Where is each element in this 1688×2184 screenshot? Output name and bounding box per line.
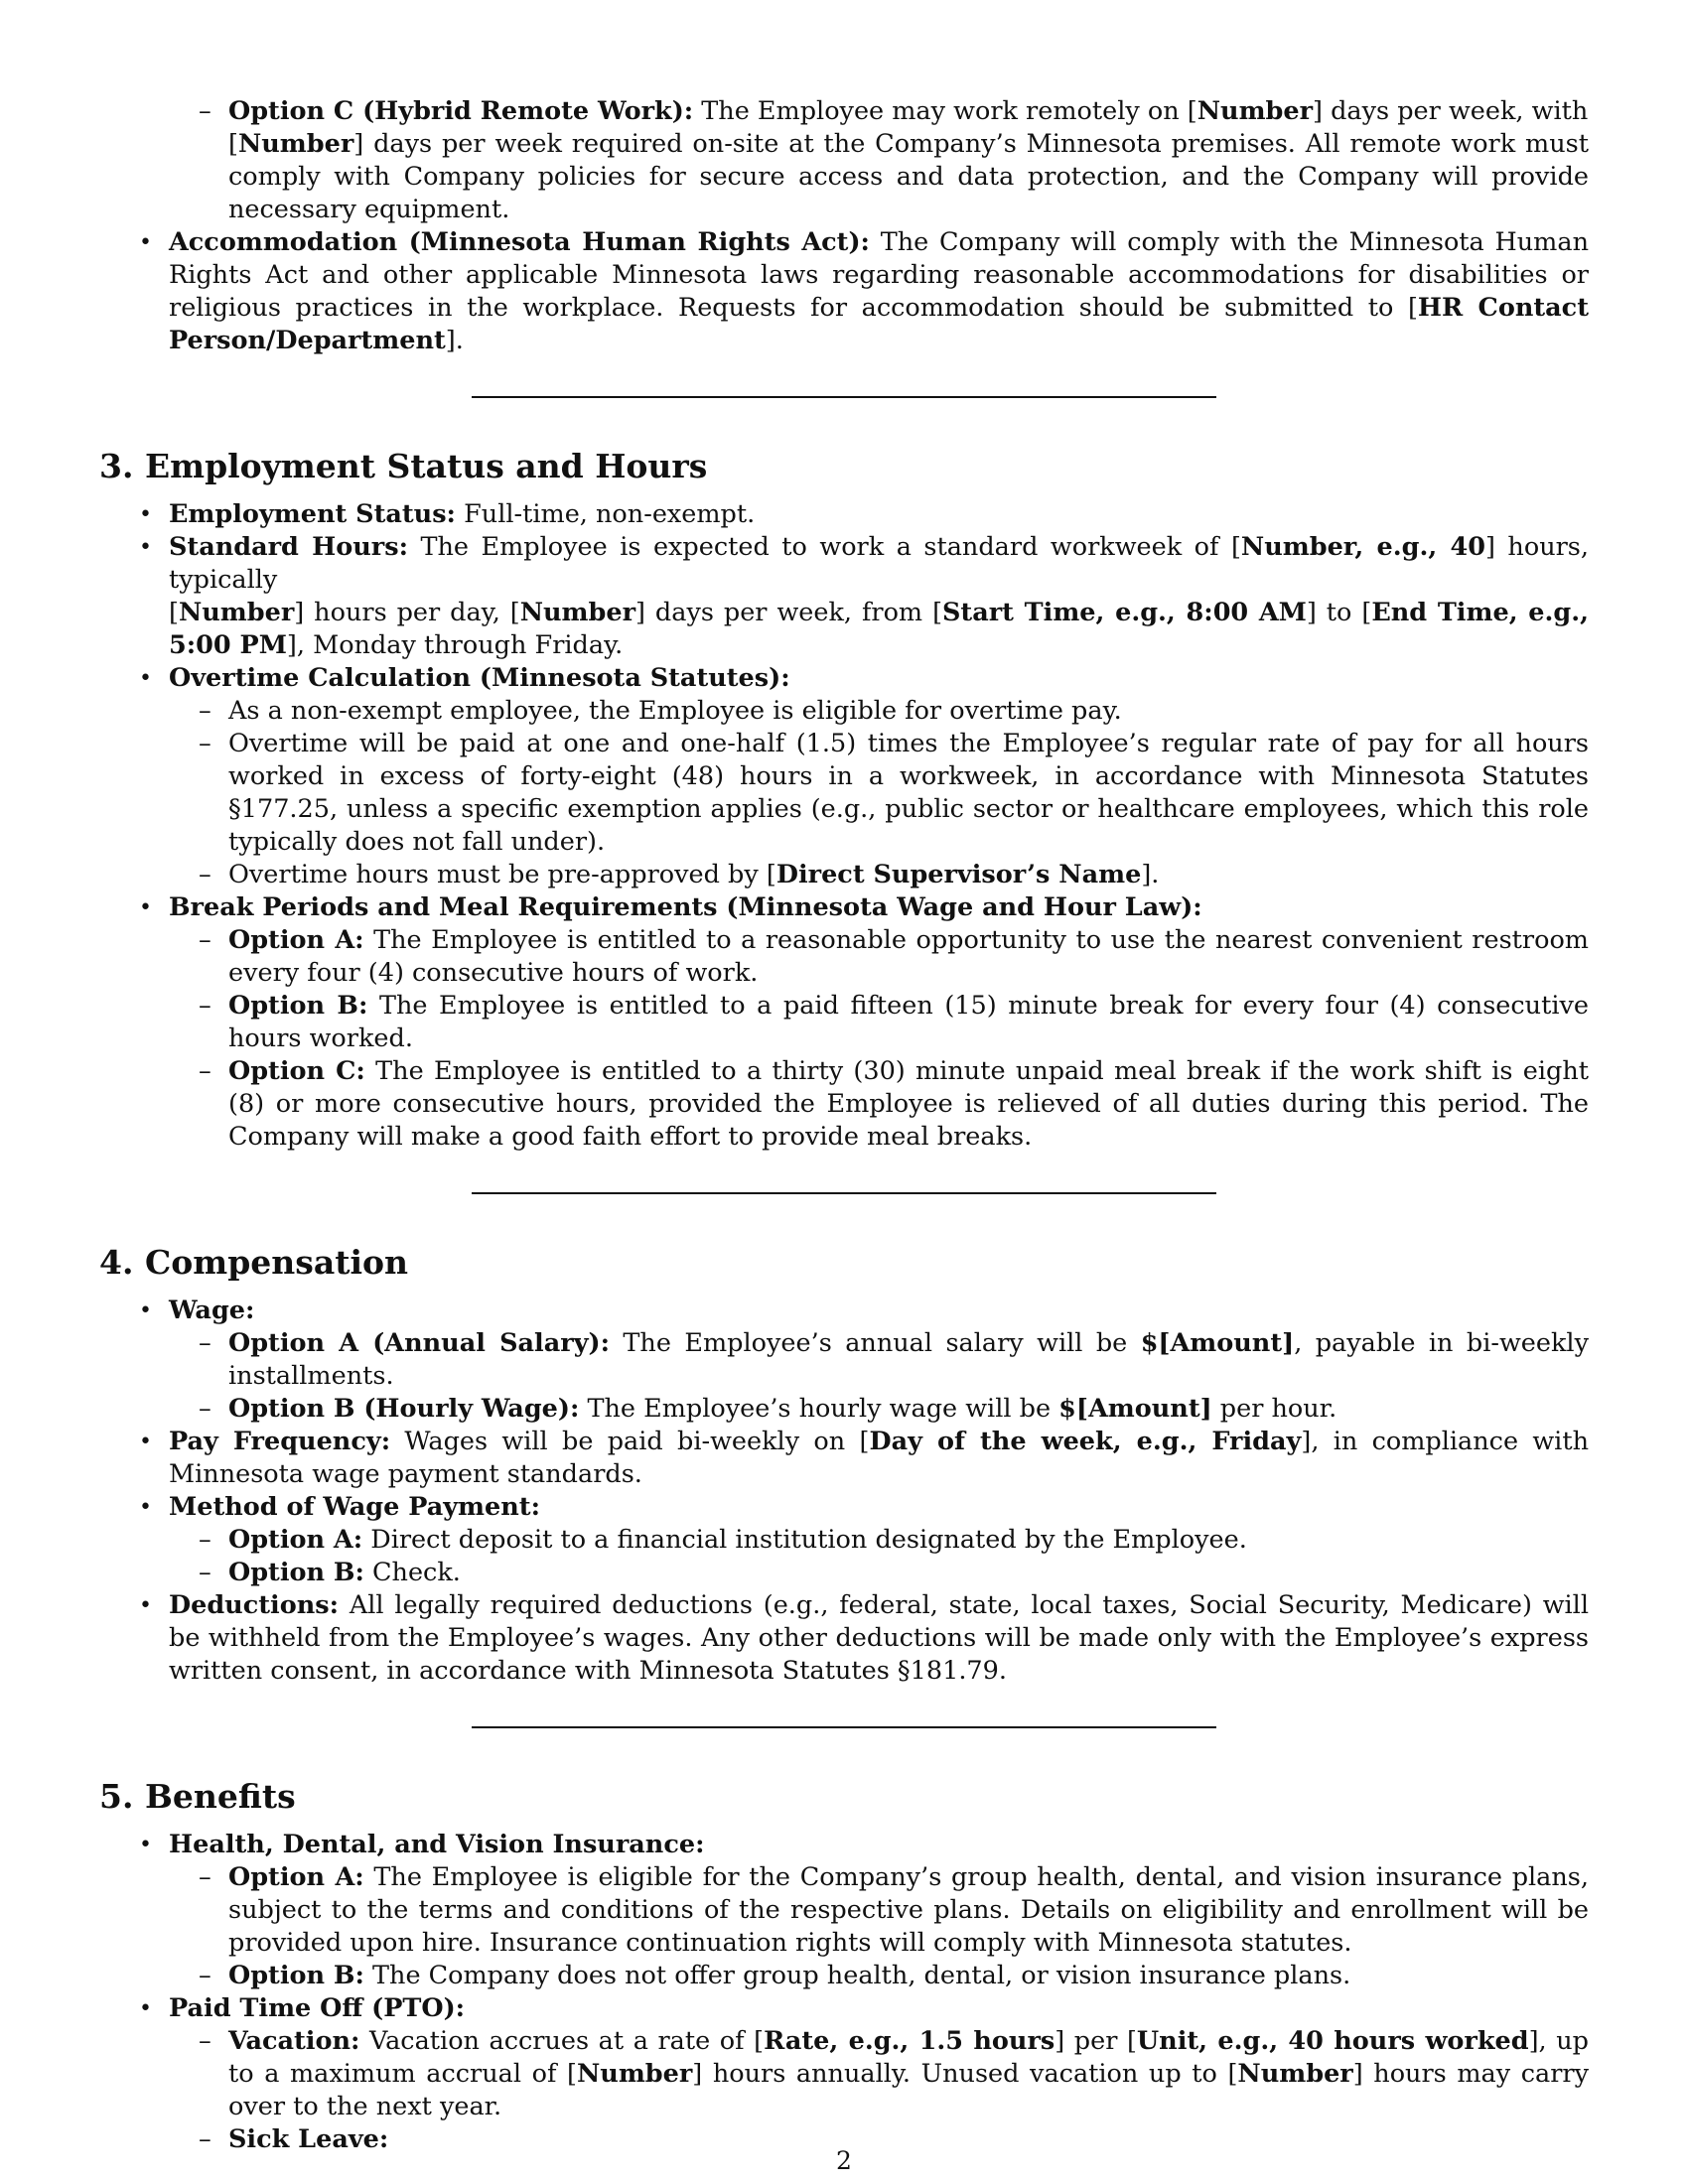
- dash-marker: –: [199, 2124, 211, 2154]
- dash-marker: –: [199, 1056, 211, 1086]
- dash-marker: –: [199, 1328, 211, 1358]
- bullet-marker: •: [139, 1430, 152, 1454]
- break-option-a: – Option A: The Employee is entitled to a reasonable opportunity to use the nearest convenient restroom every four (4) consecutive hours of work.: [199, 925, 1589, 988]
- accommodation-item: • Accommodation (Minnesota Human Rights Act): The Company will comply with the Minnesota Human Rights Act and other applicable Minnesota laws regarding reasonable accommodations for disabilities or religious practices in the workplace. Requests for accommodation should be submitted to [HR Contact Person/Department].: [139, 227, 1589, 355]
- dash-marker: –: [199, 696, 211, 726]
- dash-marker: –: [199, 1961, 211, 1990]
- dash-marker: –: [199, 991, 211, 1021]
- bullet-marker: •: [139, 1298, 152, 1323]
- dash-marker: –: [199, 2026, 211, 2056]
- pay-frequency-item: • Pay Frequency: Wages will be paid bi-weekly on [Day of the week, e.g., Friday], in compliance with Minnesota wage payment standards.: [139, 1427, 1589, 1489]
- employment-status-item: • Employment Status: Full-time, non-exempt.: [139, 499, 756, 529]
- section-5-heading: 5. Benefits: [99, 1777, 296, 1816]
- payment-option-b: – Option B: Check.: [199, 1558, 461, 1587]
- bullet-marker: •: [139, 535, 152, 560]
- insurance-option-a: – Option A: The Employee is eligible for the Company’s group health, dental, and vision insurance plans, subject to the terms and conditions of the respective plans. Details on eligibility and enrollment will be provided upon hire. Insurance continuation rights will comply with Minnesota statutes.: [199, 1862, 1589, 1958]
- dash-marker: –: [199, 1525, 211, 1555]
- bullet-marker: •: [139, 1996, 152, 2021]
- section-3-heading: 3. Employment Status and Hours: [99, 447, 708, 485]
- bullet-marker: •: [139, 230, 152, 255]
- bullet-marker: •: [139, 1593, 152, 1618]
- bullet-marker: •: [139, 1833, 152, 1857]
- insurance-option-b: – Option B: The Company does not offer group health, dental, or vision insurance plans.: [199, 1961, 1351, 1990]
- page-number: 2: [836, 2146, 852, 2175]
- payment-method-item: • Method of Wage Payment:: [139, 1492, 540, 1522]
- insurance-item: • Health, Dental, and Vision Insurance:: [139, 1830, 705, 1859]
- vacation-item: – Vacation: Vacation accrues at a rate of [Rate, e.g., 1.5 hours] per [Unit, e.g., 40 hours worked], up to a maximum accrual of [Number] hours annually. Unused vacation up to [Number] hours may carry over to the next year.: [199, 2026, 1590, 2121]
- dash-marker: –: [199, 1862, 211, 1892]
- break-option-b: – Option B: The Employee is entitled to a paid fifteen (15) minute break for every four (4) consecutive hours worked.: [199, 991, 1589, 1053]
- pto-item: • Paid Time Off (PTO):: [139, 1993, 466, 2023]
- break-periods-item: • Break Periods and Meal Requirements (Minnesota Wage and Hour Law):: [139, 892, 1202, 922]
- dash-marker: –: [199, 96, 211, 126]
- bullet-marker: •: [139, 502, 152, 527]
- document-body: [99, 95, 1589, 2156]
- option-c-hybrid-remote-work: – Option C (Hybrid Remote Work): The Employee may work remotely on [Number] days per week, with [Number] days per week required on-site at the Company’s Minnesota premises. All remote work must comply with Company policies for secure access and data protection, and the Company will provide necessary equipment.: [199, 96, 1589, 224]
- deductions-item: • Deductions: All legally required deductions (e.g., federal, state, local taxes, Social Security, Medicare) will be withheld from the Employee’s wages. Any other deductions will be made only with the Employee’s express written consent, in accordance with Minnesota Statutes §181.79.: [139, 1590, 1589, 1686]
- wage-option-a: – Option A (Annual Salary): The Employee’s annual salary will be $[Amount], payable in bi-weekly installments.: [199, 1328, 1589, 1391]
- overtime-subitem: – As a non-exempt employee, the Employee is eligible for overtime pay.: [199, 696, 1122, 726]
- dash-marker: –: [199, 1558, 211, 1587]
- standard-hours-item: • Standard Hours: The Employee is expected to work a standard workweek of [Number, e.g., 40] hours, typically [Number] hours per day, [Number] days per week, from [Start Time, e.g., 8:00 AM] to [End Time, e.g., 5:00 PM], Monday through Friday.: [139, 532, 1589, 660]
- dash-marker: –: [199, 1394, 211, 1424]
- overtime-subitem: – Overtime hours must be pre-approved by [Direct Supervisor’s Name].: [199, 860, 1160, 889]
- wage-option-b: – Option B (Hourly Wage): The Employee’s hourly wage will be $[Amount] per hour.: [199, 1394, 1337, 1424]
- payment-option-a: – Option A: Direct deposit to a financial institution designated by the Employee.: [199, 1525, 1247, 1555]
- dash-marker: –: [199, 729, 211, 758]
- overtime-item: • Overtime Calculation (Minnesota Statutes):: [139, 663, 790, 693]
- overtime-subitem: – Overtime will be paid at one and one-half (1.5) times the Employee’s regular rate of pay for all hours worked in excess of forty-eight (48) hours in a workweek, in accordance with Minnesota Statutes §177.25, unless a specific exemption applies (e.g., public sector or healthcare employees, which this role typically does not fall under).: [199, 729, 1589, 857]
- sick-leave-item: – Sick Leave:: [199, 2124, 389, 2154]
- bullet-marker: •: [139, 895, 152, 920]
- break-option-c: – Option C: The Employee is entitled to a thirty (30) minute unpaid meal break if the work shift is eight (8) or more consecutive hours, provided the Employee is relieved of all duties during this period. The Company will make a good faith effort to provide meal breaks.: [199, 1056, 1589, 1152]
- section-divider: [472, 1192, 1216, 1194]
- section-divider: [472, 396, 1216, 398]
- bullet-marker: •: [139, 1495, 152, 1520]
- dash-marker: –: [199, 925, 211, 955]
- section-divider: [472, 1726, 1216, 1728]
- wage-item: • Wage:: [139, 1296, 255, 1325]
- bullet-marker: •: [139, 666, 152, 691]
- section-4-heading: 4. Compensation: [99, 1243, 408, 1282]
- dash-marker: –: [199, 860, 211, 889]
